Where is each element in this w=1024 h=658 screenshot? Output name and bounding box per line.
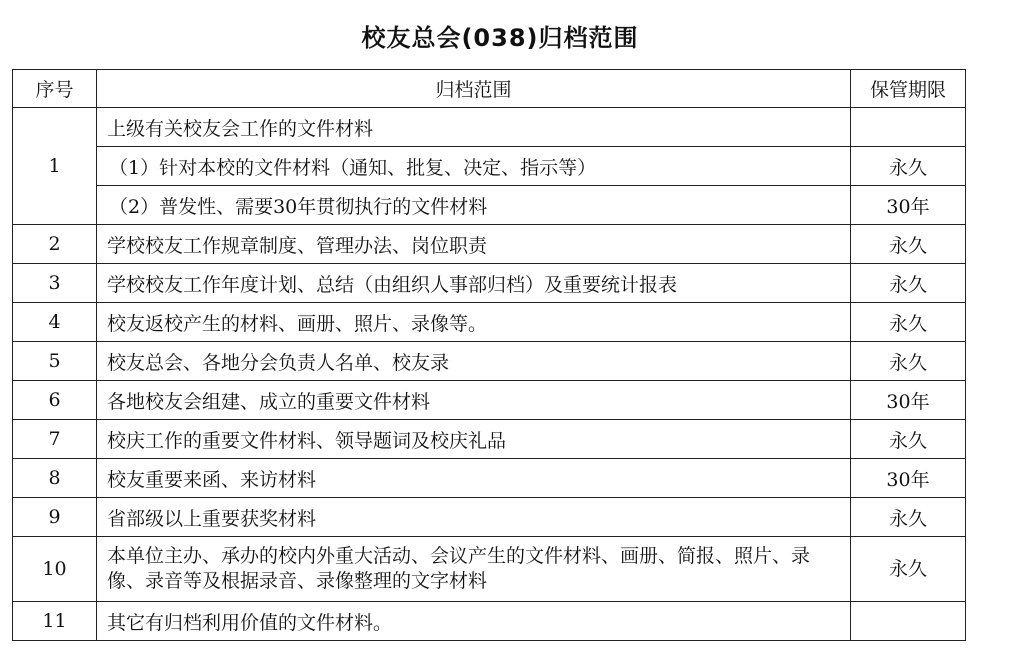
row-period <box>851 108 966 147</box>
row-number: 1 <box>13 108 97 225</box>
table-row <box>13 186 966 225</box>
row-number: 8 <box>13 459 97 498</box>
row-number: 2 <box>13 225 97 264</box>
table-row <box>13 459 966 498</box>
table-row <box>13 108 966 147</box>
row-scope: 上级有关校友会工作的文件材料 <box>97 108 851 147</box>
row-period: 30年 <box>851 381 966 420</box>
row-scope: 省部级以上重要获奖材料 <box>97 498 851 537</box>
table-row <box>13 342 966 381</box>
row-period: 永久 <box>851 537 966 602</box>
row-scope: 各地校友会组建、成立的重要文件材料 <box>97 381 851 420</box>
row-number: 9 <box>13 498 97 537</box>
table-row <box>13 381 966 420</box>
row-period <box>851 602 966 641</box>
table-row <box>13 303 966 342</box>
table-row <box>13 264 966 303</box>
row-scope: 校友总会、各地分会负责人名单、校友录 <box>97 342 851 381</box>
row-period: 30年 <box>851 459 966 498</box>
row-number: 7 <box>13 420 97 459</box>
row-scope: 本单位主办、承办的校内外重大活动、会议产生的文件材料、画册、简报、照片、录像、录音等及根据录音、录像整理的文字材料 <box>97 537 851 602</box>
row-scope: 校友重要来函、来访材料 <box>97 459 851 498</box>
table-row <box>13 225 966 264</box>
row-period: 30年 <box>851 186 966 225</box>
row-period: 永久 <box>851 225 966 264</box>
row-number: 11 <box>13 602 97 641</box>
header-scope: 归档范围 <box>97 70 851 108</box>
row-period: 永久 <box>851 498 966 537</box>
row-scope: 学校校友工作年度计划、总结（由组织人事部归档）及重要统计报表 <box>97 264 851 303</box>
row-period: 永久 <box>851 264 966 303</box>
row-scope: （2）普发性、需要30年贯彻执行的文件材料 <box>97 186 851 225</box>
row-period: 永久 <box>851 303 966 342</box>
row-scope: （1）针对本校的文件材料（通知、批复、决定、指示等） <box>97 147 851 186</box>
header-no: 序号 <box>13 70 97 108</box>
row-number: 6 <box>13 381 97 420</box>
table-header-row <box>13 70 966 108</box>
row-number: 5 <box>13 342 97 381</box>
row-scope: 校庆工作的重要文件材料、领导题词及校庆礼品 <box>97 420 851 459</box>
row-number: 10 <box>13 537 97 602</box>
table-row <box>13 537 966 602</box>
row-scope: 校友返校产生的材料、画册、照片、录像等。 <box>97 303 851 342</box>
page-title: 校友总会(038)归档范围 <box>361 24 639 52</box>
row-period: 永久 <box>851 420 966 459</box>
row-number: 3 <box>13 264 97 303</box>
row-period: 永久 <box>851 342 966 381</box>
table-row <box>13 147 966 186</box>
table-row <box>13 420 966 459</box>
row-scope: 其它有归档利用价值的文件材料。 <box>97 602 851 641</box>
header-period: 保管期限 <box>851 70 966 108</box>
table-row <box>13 602 966 641</box>
row-number: 4 <box>13 303 97 342</box>
row-period: 永久 <box>851 147 966 186</box>
archive-scope-table <box>12 69 966 641</box>
row-scope: 学校校友工作规章制度、管理办法、岗位职责 <box>97 225 851 264</box>
table-row <box>13 498 966 537</box>
